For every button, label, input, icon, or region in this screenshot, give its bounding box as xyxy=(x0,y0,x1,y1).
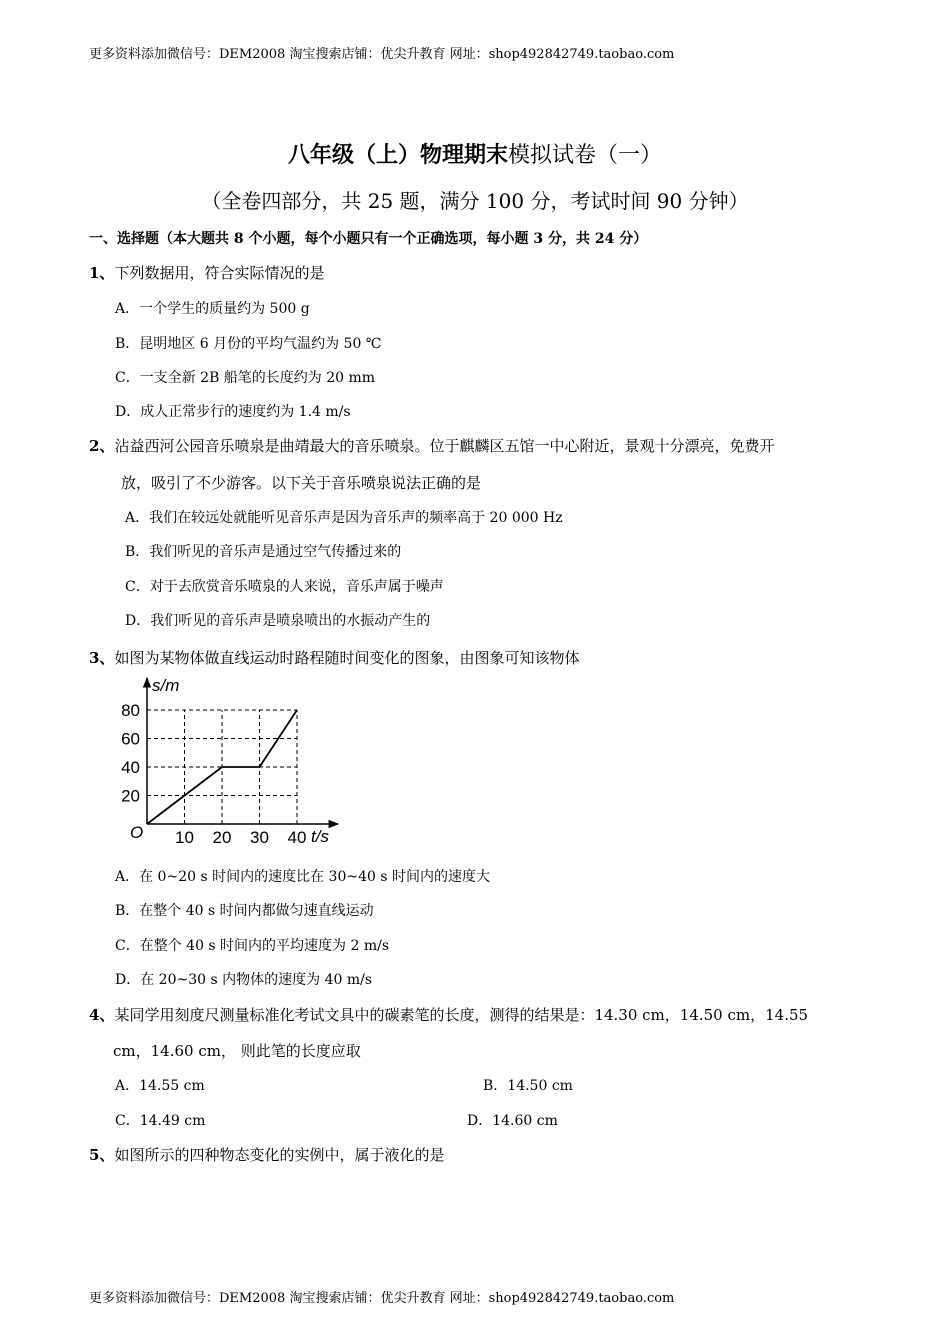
x-tick-label: 30 xyxy=(250,828,269,847)
y-axis-label: s/m xyxy=(152,676,180,695)
q4-option-d: D．14.60 cm xyxy=(467,1113,558,1129)
q2-option-b: B．我们听见的音乐声是通过空气传播过来的 xyxy=(125,544,402,560)
q3-number: 3、 xyxy=(89,649,115,667)
q3-text: 如图为某物体做直线运动时路程随时间变化的图象，由图象可知该物体 xyxy=(114,649,580,667)
y-tick-label: 60 xyxy=(121,729,140,749)
y-tick-label: 40 xyxy=(121,758,140,777)
q1-option-b: B．昆明地区 6 月份的平均气温约为 50 ℃ xyxy=(115,336,382,352)
q2-option-a: A．我们在较远处就能听见音乐声是因为音乐声的频率高于 20 000 Hz xyxy=(125,510,563,526)
q5-number: 5、 xyxy=(89,1146,115,1164)
q4-option-c: C．14.49 cm xyxy=(115,1113,206,1129)
page-title xyxy=(0,138,950,169)
y-tick-label: 20 xyxy=(121,786,140,806)
q1-number: 1、 xyxy=(89,264,115,282)
q4-option-b: B．14.50 cm xyxy=(483,1078,573,1094)
question-3 xyxy=(89,647,579,668)
q1-option-d: D．成人正常步行的速度约为 1.4 m/s xyxy=(115,404,351,420)
x-tick-label: 20 xyxy=(212,828,232,847)
q2-option-c: C．对于去欣赏音乐喷泉的人来说，音乐声属于噪声 xyxy=(125,579,444,595)
q4-line1: 某同学用刻度尺测量标准化考试文具中的碳素笔的长度，测得的结果是：14.30 cm，14.50 cm，14.55 xyxy=(114,1006,809,1024)
page-footer: 更多资料添加微信号：DEM2008 淘宝搜索店铺：优尖升教育 网址：shop492842749.taobao.com xyxy=(89,1291,675,1306)
q2-number: 2、 xyxy=(89,437,115,455)
y-tick-label: 80 xyxy=(121,701,140,720)
q1-option-c: C．一支全新 2B 船笔的长度约为 20 mm xyxy=(115,370,376,386)
q1-text: 下列数据用，符合实际情况的是 xyxy=(114,264,325,282)
page-header: 更多资料添加微信号：DEM2008 淘宝搜索店铺：优尖升教育 网址：shop492842749.taobao.com xyxy=(89,47,675,62)
q3-option-d: D．在 20~30 s 内物体的速度为 40 m/s xyxy=(115,972,373,988)
q4-number: 4、 xyxy=(89,1006,115,1024)
q3-option-a: A．在 0~20 s 时间内的速度比在 30~40 s 时间内的速度大 xyxy=(115,869,490,885)
title-bold: 八年级（上）物理期末 xyxy=(287,142,508,168)
q3-option-c: C．在整个 40 s 时间内的平均速度为 2 m/s xyxy=(115,938,390,954)
q2-line2: 放，吸引了不少游客。以下关于音乐喷泉说法正确的是 xyxy=(121,474,482,492)
question-5 xyxy=(89,1144,444,1165)
question-2 xyxy=(89,435,774,456)
q4-option-a: A．14.55 cm xyxy=(115,1078,205,1094)
q4-line2: cm，14.60 cm， 则此笔的长度应取 xyxy=(113,1042,361,1060)
origin-label: O xyxy=(130,823,144,842)
q1-option-a: A．一个学生的质量约为 500 g xyxy=(115,301,310,317)
x-tick-label: 10 xyxy=(175,828,194,847)
q2-line1: 沾益西河公园音乐喷泉是曲靖最大的音乐喷泉。位于麒麟区五馆一中心附近，景观十分漂亮，免费开 xyxy=(114,437,775,455)
x-tick-label: 40 xyxy=(287,828,307,847)
q3-option-b: B．在整个 40 s 时间内都做匀速直线运动 xyxy=(115,903,374,919)
x-axis-label: t/s xyxy=(311,827,329,846)
q2-option-d: D．我们听见的音乐声是喷泉喷出的水振动产生的 xyxy=(125,613,431,629)
q5-text: 如图所示的四种物态变化的实例中，属于液化的是 xyxy=(114,1146,445,1164)
title-light: 模拟试卷（一） xyxy=(508,143,663,168)
section-heading: 一、选择题（本大题共 8 个小题，每个小题只有一个正确选项，每小题 3 分，共 24 分） xyxy=(89,231,648,247)
question-4 xyxy=(89,1004,808,1025)
page-subtitle: （全卷四部分，共 25 题，满分 100 分，考试时间 90 分钟） xyxy=(201,189,749,213)
distance-time-graph xyxy=(110,670,350,855)
question-1 xyxy=(89,262,324,283)
